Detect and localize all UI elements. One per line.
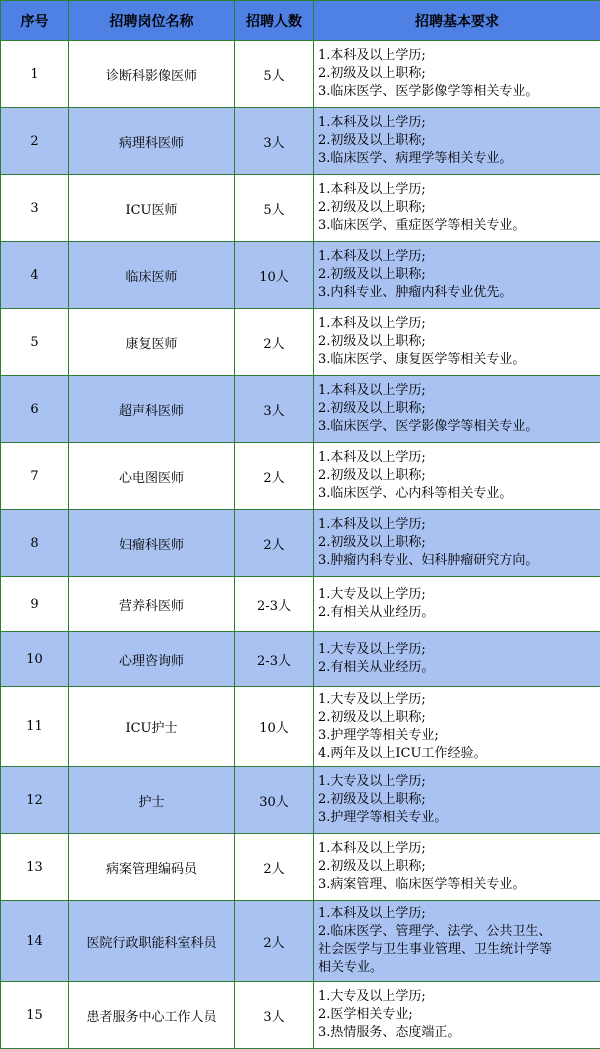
requirement-line: 2.初级及以上职称; bbox=[318, 792, 426, 807]
cell-count: 10人 bbox=[235, 242, 314, 309]
requirement-line: 2.初级及以上职称; bbox=[318, 859, 426, 874]
requirement-line: 2.有相关从业经历。 bbox=[318, 660, 435, 675]
requirement-line: 3.临床医学、医学影像学等相关专业。 bbox=[318, 419, 539, 434]
cell-requirements bbox=[314, 41, 600, 108]
requirement-line: 1.本科及以上学历; bbox=[318, 249, 426, 264]
cell-requirements bbox=[314, 767, 600, 834]
requirement-line: 3.病案管理、临床医学等相关专业。 bbox=[318, 877, 526, 892]
cell-requirements bbox=[314, 376, 600, 443]
table-row bbox=[1, 901, 600, 982]
table-row bbox=[1, 443, 600, 510]
cell-position: 医院行政职能科室科员 bbox=[69, 901, 235, 982]
table-row bbox=[1, 41, 600, 108]
cell-count: 30人 bbox=[235, 767, 314, 834]
header-seq: 序号 bbox=[1, 1, 69, 41]
cell-position: 护士 bbox=[69, 767, 235, 834]
cell-seq: 4 bbox=[1, 242, 69, 309]
cell-position: 心理咨询师 bbox=[69, 632, 235, 687]
cell-position: 心电图医师 bbox=[69, 443, 235, 510]
cell-position: 营养科医师 bbox=[69, 577, 235, 632]
requirement-line: 3.临床医学、医学影像学等相关专业。 bbox=[318, 84, 539, 99]
cell-count: 2人 bbox=[235, 309, 314, 376]
requirement-line: 1.大专及以上学历; bbox=[318, 774, 426, 789]
cell-position: 患者服务中心工作人员 bbox=[69, 982, 235, 1049]
cell-requirements bbox=[314, 834, 600, 901]
cell-position: ICU护士 bbox=[69, 687, 235, 767]
cell-requirements bbox=[314, 443, 600, 510]
cell-requirements bbox=[314, 687, 600, 767]
header-requirements: 招聘基本要求 bbox=[314, 1, 600, 41]
requirement-line: 2.初级及以上职称; bbox=[318, 709, 426, 725]
requirement-line: 2.临床医学、管理学、法学、公共卫生、 bbox=[318, 924, 552, 939]
requirement-line: 3.护理学等相关专业。 bbox=[318, 810, 448, 825]
requirement-line: 2.初级及以上职称; bbox=[318, 535, 426, 550]
cell-seq: 1 bbox=[1, 41, 69, 108]
requirement-line: 3.肿瘤内科专业、妇科肿瘤研究方向。 bbox=[318, 553, 539, 568]
requirement-line: 1.本科及以上学历; bbox=[318, 906, 426, 921]
cell-seq: 13 bbox=[1, 834, 69, 901]
requirement-line: 2.初级及以上职称; bbox=[318, 267, 426, 282]
table-row bbox=[1, 510, 600, 577]
requirement-line: 1.本科及以上学历; bbox=[318, 182, 426, 197]
requirement-line: 1.大专及以上学历; bbox=[318, 989, 426, 1004]
table-row bbox=[1, 687, 600, 767]
requirement-line: 2.初级及以上职称; bbox=[318, 200, 426, 215]
requirement-line: 1.大专及以上学历; bbox=[318, 642, 426, 657]
table-row bbox=[1, 309, 600, 376]
cell-seq: 15 bbox=[1, 982, 69, 1049]
cell-count: 5人 bbox=[235, 175, 314, 242]
cell-requirements bbox=[314, 982, 600, 1049]
cell-requirements bbox=[314, 108, 600, 175]
cell-count: 3人 bbox=[235, 108, 314, 175]
cell-seq: 14 bbox=[1, 901, 69, 982]
cell-requirements bbox=[314, 175, 600, 242]
requirement-line: 社会医学与卫生事业管理、卫生统计学等 bbox=[318, 942, 553, 957]
cell-seq: 7 bbox=[1, 443, 69, 510]
requirement-line: 2.有相关从业经历。 bbox=[318, 605, 435, 620]
cell-position: 诊断科影像医师 bbox=[69, 41, 235, 108]
cell-seq: 2 bbox=[1, 108, 69, 175]
cell-requirements bbox=[314, 510, 600, 577]
cell-position: ICU医师 bbox=[69, 175, 235, 242]
requirement-line: 相关专业。 bbox=[318, 960, 384, 975]
cell-position: 超声科医师 bbox=[69, 376, 235, 443]
requirement-line: 3.临床医学、重症医学等相关专业。 bbox=[318, 218, 526, 233]
table-row bbox=[1, 767, 600, 834]
table-row bbox=[1, 577, 600, 632]
cell-seq: 5 bbox=[1, 309, 69, 376]
requirement-line: 3.临床医学、心内科等相关专业。 bbox=[318, 486, 513, 501]
requirement-line: 3.临床医学、康复医学等相关专业。 bbox=[318, 352, 526, 367]
header-position: 招聘岗位名称 bbox=[69, 1, 235, 41]
cell-count: 10人 bbox=[235, 687, 314, 767]
cell-seq: 10 bbox=[1, 632, 69, 687]
requirement-line: 2.初级及以上职称; bbox=[318, 133, 426, 148]
cell-count: 2-3人 bbox=[235, 577, 314, 632]
requirement-line: 1.本科及以上学历; bbox=[318, 841, 426, 856]
requirement-line: 1.本科及以上学历; bbox=[318, 316, 426, 331]
cell-count: 3人 bbox=[235, 376, 314, 443]
requirement-line: 1.大专及以上学历; bbox=[318, 691, 426, 707]
table-row bbox=[1, 982, 600, 1049]
cell-count: 3人 bbox=[235, 982, 314, 1049]
cell-requirements bbox=[314, 309, 600, 376]
cell-requirements bbox=[314, 632, 600, 687]
cell-count: 2人 bbox=[235, 443, 314, 510]
cell-position: 病理科医师 bbox=[69, 108, 235, 175]
requirement-line: 1.本科及以上学历; bbox=[318, 450, 426, 465]
cell-seq: 6 bbox=[1, 376, 69, 443]
table-row bbox=[1, 376, 600, 443]
cell-seq: 9 bbox=[1, 577, 69, 632]
requirement-line: 3.内科专业、肿瘤内科专业优先。 bbox=[318, 285, 513, 300]
header-count: 招聘人数 bbox=[235, 1, 314, 41]
cell-position: 康复医师 bbox=[69, 309, 235, 376]
requirement-line: 2.初级及以上职称; bbox=[318, 66, 426, 81]
cell-position: 妇瘤科医师 bbox=[69, 510, 235, 577]
cell-position: 临床医师 bbox=[69, 242, 235, 309]
cell-requirements bbox=[314, 577, 600, 632]
requirement-line: 1.本科及以上学历; bbox=[318, 383, 426, 398]
requirement-line: 3.临床医学、病理学等相关专业。 bbox=[318, 151, 513, 166]
table-header-row bbox=[1, 1, 600, 41]
requirement-line: 2.初级及以上职称; bbox=[318, 401, 426, 416]
cell-requirements bbox=[314, 901, 600, 982]
requirement-line: 3.护理学等相关专业; bbox=[318, 727, 439, 743]
requirement-line: 1.本科及以上学历; bbox=[318, 115, 426, 130]
requirement-line: 2.初级及以上职称; bbox=[318, 334, 426, 349]
requirement-line: 1.本科及以上学历; bbox=[318, 517, 426, 532]
cell-seq: 12 bbox=[1, 767, 69, 834]
cell-seq: 8 bbox=[1, 510, 69, 577]
requirement-line: 3.热情服务、态度端正。 bbox=[318, 1025, 461, 1040]
cell-count: 2-3人 bbox=[235, 632, 314, 687]
cell-count: 2人 bbox=[235, 510, 314, 577]
table-row bbox=[1, 632, 600, 687]
table-row bbox=[1, 242, 600, 309]
cell-count: 2人 bbox=[235, 901, 314, 982]
table-row bbox=[1, 834, 600, 901]
cell-requirements bbox=[314, 242, 600, 309]
requirement-line: 1.大专及以上学历; bbox=[318, 587, 426, 602]
requirement-line: 4.两年及以上ICU工作经验。 bbox=[318, 745, 487, 761]
cell-seq: 3 bbox=[1, 175, 69, 242]
cell-count: 5人 bbox=[235, 41, 314, 108]
cell-seq: 11 bbox=[1, 687, 69, 767]
cell-count: 2人 bbox=[235, 834, 314, 901]
cell-position: 病案管理编码员 bbox=[69, 834, 235, 901]
table-row bbox=[1, 108, 600, 175]
requirement-line: 2.初级及以上职称; bbox=[318, 468, 426, 483]
requirement-line: 1.本科及以上学历; bbox=[318, 48, 426, 63]
table-row bbox=[1, 175, 600, 242]
requirement-line: 2.医学相关专业; bbox=[318, 1007, 413, 1022]
